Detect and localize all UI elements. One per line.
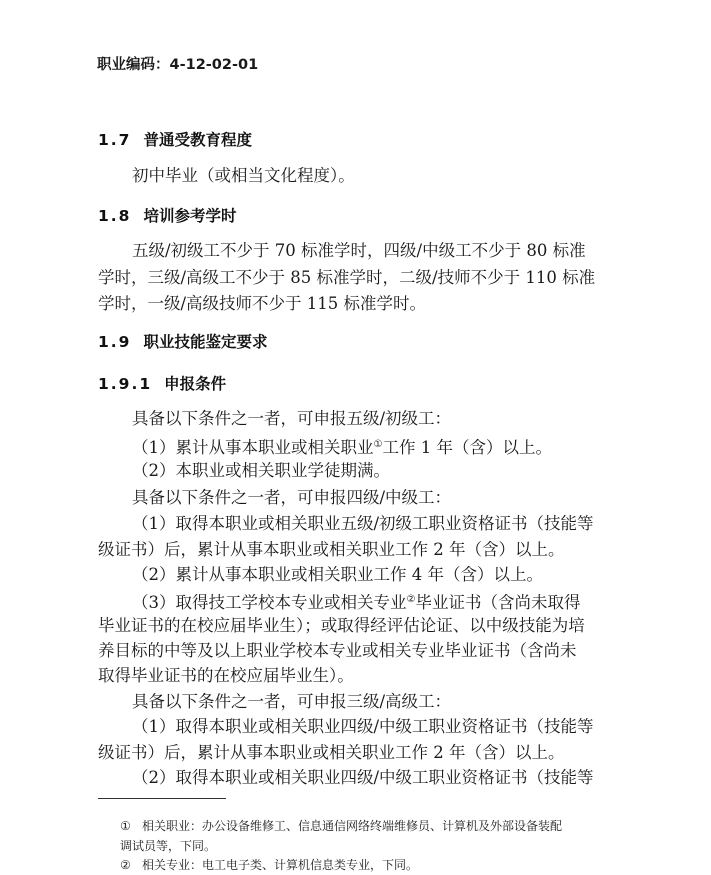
condition-line <box>98 562 606 587</box>
footnote-ref[interactable]: ① <box>373 439 383 450</box>
condition-line <box>98 689 606 714</box>
paragraph-text: （2）本职业或相关职业学徒期满。 <box>132 461 390 480</box>
condition-line <box>98 740 606 765</box>
paragraph-education <box>98 163 606 188</box>
condition-line <box>98 511 606 536</box>
paragraph-text: （2）取得本职业或相关职业四级/中级工职业资格证书（技能等 <box>132 768 594 787</box>
footnote-mark: ② <box>120 858 131 872</box>
footnote-1-cont <box>120 836 620 856</box>
condition-line <box>98 537 606 562</box>
section-title: 职业技能鉴定要求 <box>143 333 268 351</box>
paragraph-text: 五级/初级工不少于 70 标准学时，四级/中级工不少于 80 标准 <box>132 241 586 260</box>
occupation-code: 职业编码：4-12-02-01 <box>97 57 259 73</box>
paragraph-text: （3）取得技工学校本专业或相关专业 <box>132 593 407 612</box>
paragraph-text: 级证书）后，累计从事本职业或相关职业工作 2 年（含）以上。 <box>98 540 565 559</box>
paragraph-text: 级证书）后，累计从事本职业或相关职业工作 2 年（含）以上。 <box>98 743 565 762</box>
footnote-text: 相关职业：办公设备维修工、信息通信网络终端维修员、计算机及外部设备装配 <box>142 819 563 833</box>
paragraph-text: 毕业证书（含尚未取得 <box>415 593 581 612</box>
paragraph-line <box>98 291 606 316</box>
section-number: 1.9.1 <box>98 375 153 393</box>
paragraph-text: （1）取得本职业或相关职业五级/初级工职业资格证书（技能等 <box>132 514 594 533</box>
footnote-text: 相关专业：电工电子类、计算机信息类专业，下同。 <box>142 858 419 872</box>
heading-1-8 <box>98 204 236 226</box>
footnote-ref[interactable]: ② <box>406 594 416 605</box>
condition-line <box>98 458 606 483</box>
section-title: 培训参考学时 <box>143 207 237 225</box>
footnote-text: 调试员等，下同。 <box>120 839 217 853</box>
condition-line <box>98 663 606 688</box>
footnote-1 <box>120 816 620 836</box>
condition-line <box>98 485 606 510</box>
paragraph-text: （2）累计从事本职业或相关职业工作 4 年（含）以上。 <box>132 565 543 584</box>
condition-line <box>98 638 606 663</box>
footnote-divider <box>98 798 226 799</box>
paragraph-line <box>98 265 606 290</box>
footnote-mark: ① <box>120 819 131 833</box>
paragraph-text: 具备以下条件之一者，可申报五级/初级工： <box>132 409 452 428</box>
section-title: 申报条件 <box>164 375 227 393</box>
heading-1-7 <box>98 128 252 150</box>
condition-line <box>98 432 606 460</box>
paragraph-text: 毕业证书的在校应届毕业生）；或取得经评估论证、以中级技能为培 <box>98 616 585 635</box>
paragraph-text: 取得毕业证书的在校应届毕业生）。 <box>98 666 354 685</box>
paragraph-text: 工作 1 年（含）以上。 <box>382 438 552 457</box>
section-number: 1.7 <box>98 131 132 149</box>
paragraph-text: （1）取得本职业或相关职业四级/中级工职业资格证书（技能等 <box>132 717 594 736</box>
condition-line <box>98 587 606 615</box>
paragraph-line <box>98 238 606 263</box>
paragraph-text: （1）累计从事本职业或相关职业 <box>132 438 374 457</box>
section-number: 1.8 <box>98 207 132 225</box>
heading-1-9 <box>98 330 267 352</box>
section-number: 1.9 <box>98 333 132 351</box>
paragraph-text: 具备以下条件之一者，可申报四级/中级工： <box>132 488 452 507</box>
condition-line <box>98 613 606 638</box>
condition-line <box>98 714 606 739</box>
condition-line <box>98 765 606 790</box>
paragraph-text: 养目标的中等及以上职业学校本专业或相关专业毕业证书（含尚未 <box>98 641 577 660</box>
paragraph-text: 学时，三级/高级工不少于 85 标准学时，二级/技师不少于 110 标准 <box>98 268 596 287</box>
section-title: 普通受教育程度 <box>143 131 252 149</box>
footnote-2 <box>120 855 620 875</box>
heading-1-9-1 <box>98 372 226 394</box>
paragraph-text: 具备以下条件之一者，可申报三级/高级工： <box>132 692 452 711</box>
paragraph-text: 初中毕业（或相当文化程度）。 <box>132 166 355 185</box>
condition-line <box>98 406 606 431</box>
paragraph-text: 学时，一级/高级技师不少于 115 标准学时。 <box>98 294 427 313</box>
